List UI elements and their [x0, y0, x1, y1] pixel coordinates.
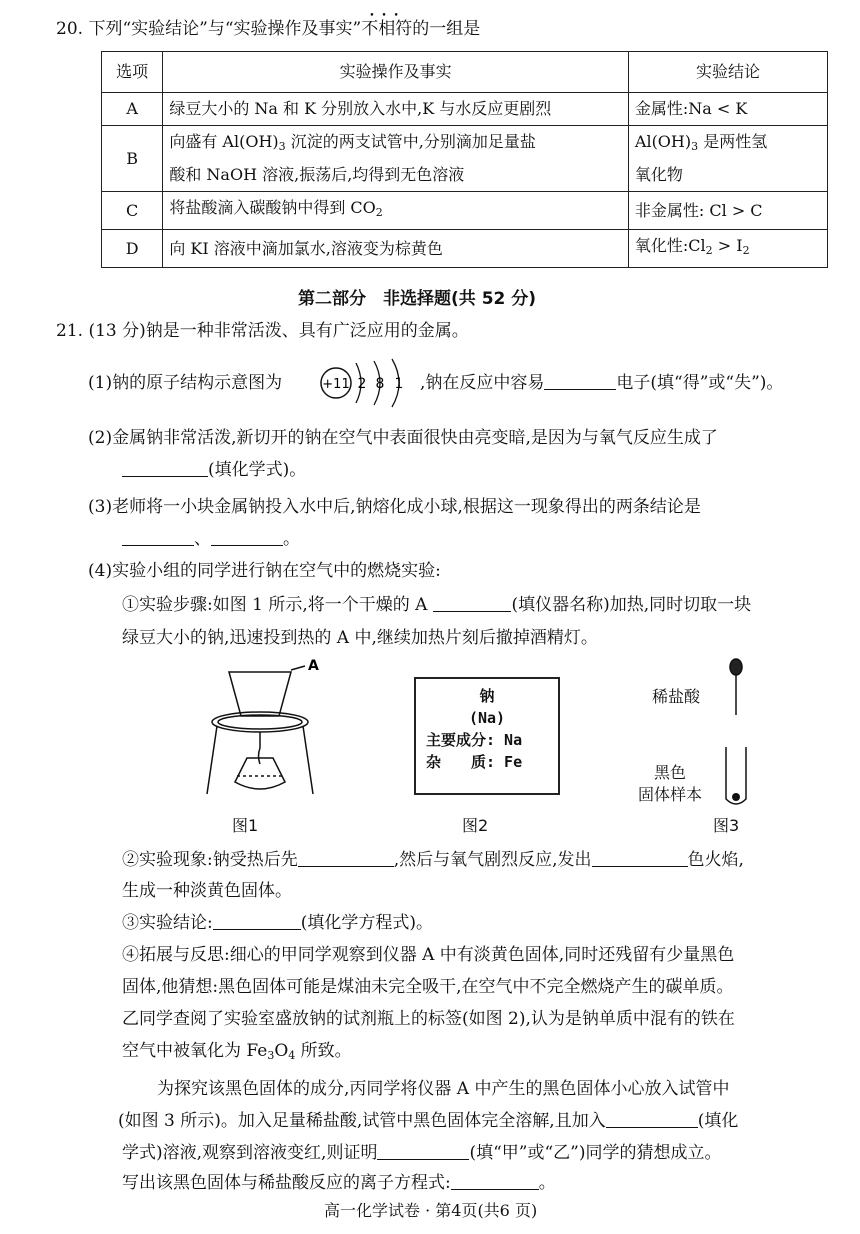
step3: ③实验结论: (填化学方程式)。: [122, 913, 433, 933]
table-header-row: [102, 52, 828, 93]
emphasis-text: 不相符 • • •: [361, 19, 412, 39]
q21-part4: (4)实验小组的同学进行钠在空气中的燃烧实验:: [88, 561, 441, 581]
conclusion-d: 氧化性$:Cl_2 > I_2$: [628, 230, 827, 268]
q21-part3: (3)老师将一小块金属钠投入水中后,钠熔化成小球,根据这一现象得出的两条结论是: [88, 497, 701, 517]
q21-part2: (2)金属钠非常活泼,新切开的钠在空气中表面很快由亮变暗,是因为与氧气反应生成了: [88, 428, 718, 448]
answer-blank[interactable]: [544, 375, 616, 390]
option-b: B: [102, 126, 163, 192]
answer-blank[interactable]: [122, 531, 194, 546]
fact-c: 将盐酸滴入碳酸钠中得到 $CO_2$: [163, 192, 629, 230]
fact-d: 向 KI 溶液中滴加氯水,溶液变为棕黄色: [163, 230, 629, 268]
table-row: [102, 192, 828, 230]
atom-nucleus: +11: [322, 377, 350, 392]
option-c: C: [102, 192, 163, 230]
answer-blank[interactable]: [298, 852, 394, 867]
q20-table: [101, 51, 828, 268]
answer-blank[interactable]: [592, 852, 688, 867]
fact-a: 绿豆大小的 Na 和 K 分别放入水中,K 与水反应更剧烈: [163, 93, 629, 126]
figure2-caption: 图2: [462, 816, 489, 835]
header-option: 选项: [102, 52, 163, 93]
step4-line3: 乙同学查阅了实验室盛放钠的试剂瓶上的标签(如图 2),认为是钠单质中混有的铁在: [122, 1009, 735, 1029]
figure1-caption: 图1: [232, 816, 259, 835]
q21-part1-cont: ,钠在反应中容易 电子(填“得”或“失”)。: [420, 373, 784, 393]
step5-line2: (如图 3 所示)。加入足量稀盐酸,试管中黑色固体完全溶解,且加入 (填化: [118, 1111, 739, 1131]
conclusion-a: 金属性:Na < K: [628, 93, 827, 126]
answer-blank[interactable]: [433, 597, 511, 612]
answer-blank[interactable]: [377, 1145, 469, 1160]
figure2-reagent-label: 钠 (Na) 主要成分: Na 杂 质: Fe: [414, 677, 560, 795]
header-fact: 实验操作及事实: [163, 52, 629, 93]
table-row: [102, 126, 828, 192]
answer-blank[interactable]: [606, 1113, 698, 1128]
answer-blank[interactable]: [122, 462, 208, 477]
fact-b: 向盛有 $Al(OH)_3$ 沉淀的两支试管中,分别滴加足量盐 酸和 NaOH 溶液,振荡后,均得到无色溶液: [163, 126, 629, 192]
answer-blank[interactable]: [451, 1175, 539, 1190]
table-row: [102, 230, 828, 268]
figure3-sample-label-2: 固体样本: [638, 785, 703, 804]
step1: ①实验步骤:如图 1 所示,将一个干燥的 A (填仪器名称)加热,同时切取一块: [122, 595, 752, 615]
answer-blank[interactable]: [211, 531, 283, 546]
atom-structure-diagram: [318, 355, 414, 411]
step2-cont: 生成一种淡黄色固体。: [122, 881, 292, 901]
step5-line4: 写出该黑色固体与稀盐酸反应的离子方程式: 。: [122, 1173, 556, 1193]
step4-line4: 空气中被氧化为 $Fe_3O_4$ 所致。: [122, 1041, 352, 1062]
table-row: [102, 93, 828, 126]
shell-electrons: 2: [357, 376, 367, 392]
conclusion-b: $Al(OH)_3$ 是两性氢 氧化物: [628, 126, 827, 192]
header-conclusion: 实验结论: [628, 52, 827, 93]
figure1-crucible-apparatus: [195, 656, 335, 816]
q20-stem: 20. 下列“实验结论”与“实验操作及事实”不相符 • • •的一组是: [56, 18, 480, 40]
q21-stem: 21. (13 分)钠是一种非常活泼、具有广泛应用的金属。: [56, 321, 469, 341]
step4-line2: 固体,他猜想:黑色固体可能是煤油未完全吸干,在空气中不完全燃烧产生的碳单质。: [122, 977, 734, 997]
step5-line1: 为探究该黑色固体的成分,丙同学将仪器 A 中产生的黑色固体小心放入试管中: [157, 1079, 730, 1099]
option-a: A: [102, 93, 163, 126]
q21-part3-cont: 、 。: [122, 528, 300, 550]
step5-line3: 学式)溶液,观察到溶液变红,则证明 (填“甲”或“乙”)同学的猜想成立。: [122, 1143, 722, 1163]
figure3-acid-label: 稀盐酸: [652, 687, 701, 706]
figure1-label-a: A: [308, 658, 319, 674]
shell-electrons: 8: [375, 376, 385, 392]
page-footer: 高一化学试卷 · 第4页(共6 页): [324, 1201, 538, 1220]
step4-line1: ④拓展与反思:细心的甲同学观察到仪器 A 中有淡黄色固体,同时还残留有少量黑色: [122, 945, 735, 965]
shell-electrons: 1: [394, 376, 404, 392]
step1-cont: 绿豆大小的钠,迅速投到热的 A 中,继续加热片刻后撤掉酒精灯。: [122, 628, 598, 648]
q21-part2-cont: (填化学式)。: [122, 459, 306, 481]
step2: ②实验现象:钠受热后先 ,然后与氧气剧烈反应,发出 色火焰,: [122, 850, 744, 870]
figure3-sample-label-1: 黑色: [654, 763, 687, 782]
section-title: 第二部分 非选择题(共 52 分): [298, 289, 537, 309]
figure3-caption: 图3: [713, 816, 740, 835]
q21-part1: (1)钠的原子结构示意图为: [88, 373, 283, 393]
option-d: D: [102, 230, 163, 268]
conclusion-c: 非金属性: Cl > C: [628, 192, 827, 230]
figure3-test-tube: [712, 655, 762, 815]
answer-blank[interactable]: [213, 915, 301, 930]
